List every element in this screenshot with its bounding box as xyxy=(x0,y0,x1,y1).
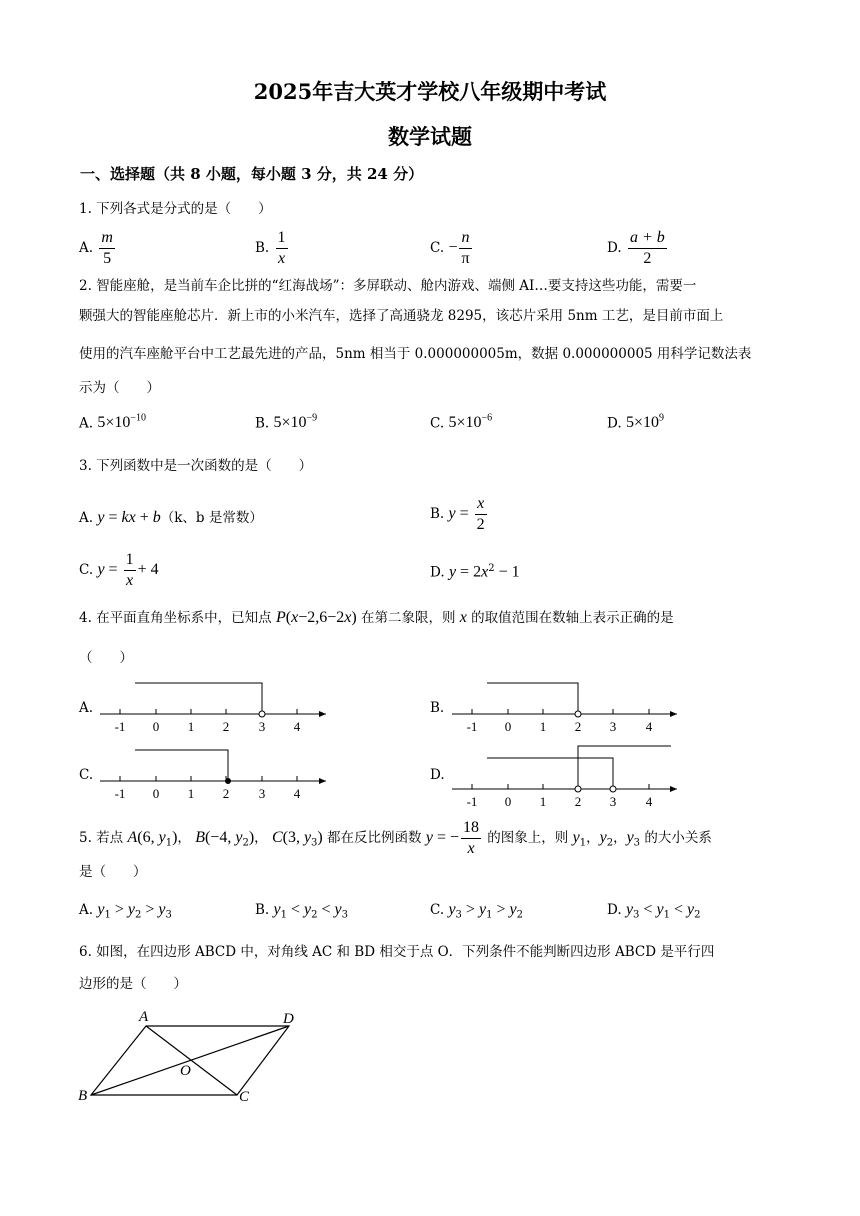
exam-title: 2025年吉大英才学校八年级期中考试 xyxy=(253,79,607,104)
exam-subtitle: 数学试题 xyxy=(388,124,472,149)
question-4-stem-2: （ ） xyxy=(79,650,133,666)
tick-label: 1 xyxy=(187,786,195,801)
q3-option-c[interactable]: C. y = $\frac{1}{x}$ + 4 xyxy=(79,551,159,589)
question-4-stem: 4. 在平面直角坐标系中，已知点 P(x−2,6−2x) 在第二象限，则 x 的取值范围在数轴上表示正确的是 xyxy=(79,609,674,626)
tick-label: 2 xyxy=(574,719,582,734)
q2-option-c[interactable]: C. $5\times 10^{-6}$ xyxy=(430,413,493,432)
tick-label: 3 xyxy=(258,786,266,801)
vertex-a-label: A xyxy=(139,1009,149,1025)
q1-option-d[interactable]: D. $\frac{a + b}{2}$ xyxy=(607,229,665,267)
tick-label: 1 xyxy=(539,794,547,809)
q5-option-c[interactable]: C. $y_3 > y_1 > y_2$ xyxy=(430,901,523,921)
question-2-line-1: 2. 智能座舱，是当前车企比拼的“红海战场”：多屏联动、舱内游戏、端侧 AI…要支持这些功能，需要一 xyxy=(79,278,697,294)
q1-option-b[interactable]: B. $\frac{1}{x}$ xyxy=(255,229,286,267)
number-line-c xyxy=(100,750,326,801)
tick-label: 4 xyxy=(293,786,301,801)
tick-label: 3 xyxy=(609,794,617,809)
question-2-line-2: 颗强大的智能座舱芯片．新上市的小米汽车，选择了高通骁龙 8295，该芯片采用 5nm 工艺，是目前市面上 xyxy=(79,308,724,324)
tick-label: 2 xyxy=(222,786,230,801)
question-1-stem: 1. 下列各式是分式的是（ ） xyxy=(79,201,272,217)
tick-label: 4 xyxy=(645,719,653,734)
question-2-line-4: 示为（ ） xyxy=(79,380,160,396)
tick-label: 1 xyxy=(539,719,547,734)
tick-label: 2 xyxy=(574,794,582,809)
vertex-c-label: C xyxy=(239,1089,250,1105)
tick-label: -1 xyxy=(466,719,478,734)
q4-option-c-label[interactable]: C. xyxy=(79,767,94,783)
q5-option-d[interactable]: D. $y_3 < y_1 < y_2$ xyxy=(607,901,701,921)
tick-label: 0 xyxy=(152,719,160,734)
q2-option-b[interactable]: B. $5\times 10^{-9}$ xyxy=(255,413,318,432)
q3-option-a[interactable]: A. y = kx + b（k、b 是常数） xyxy=(79,509,263,526)
q2-option-d[interactable]: D. $5\times 10^9$ xyxy=(607,413,664,432)
tick-label: 2 xyxy=(222,719,230,734)
center-o-label: O xyxy=(180,1063,191,1079)
tick-label: -1 xyxy=(114,719,126,734)
tick-label: 0 xyxy=(504,794,512,809)
question-6-line-1: 6. 如图，在四边形 ABCD 中，对角线 AC 和 BD 相交于点 O．下列条件不能判断四边形 ABCD 是平行四 xyxy=(79,944,715,960)
q3-option-d[interactable]: D. $y = 2x^2 - 1$ xyxy=(430,563,520,581)
q3-option-b[interactable]: B. y = $\frac{x}{2}$ xyxy=(430,495,485,533)
q4-option-b-label[interactable]: B. xyxy=(430,700,445,716)
q1-option-c[interactable]: C. − $\frac{n}{\pi}$ xyxy=(430,229,470,267)
q5-option-a[interactable]: A. $y_1 > y_2 > y_3$ xyxy=(79,901,172,921)
number-line-b xyxy=(452,683,677,734)
tick-label: 3 xyxy=(258,719,266,734)
q4-option-a-label[interactable]: A. xyxy=(79,700,94,716)
section-heading: 一、选择题（共 8 小题，每小题 3 分，共 24 分） xyxy=(80,165,424,183)
vertex-d-label: D xyxy=(283,1011,294,1027)
tick-label: 1 xyxy=(187,719,195,734)
parallelogram-figure xyxy=(91,1026,289,1095)
number-line-a xyxy=(100,683,326,734)
question-3-stem: 3. 下列函数中是一次函数的是（ ） xyxy=(79,458,313,474)
vertex-b-label: B xyxy=(78,1088,88,1104)
tick-label: 4 xyxy=(293,719,301,734)
q5-option-b[interactable]: B. $y_1 < y_2 < y_3$ xyxy=(255,901,349,921)
q2-option-a[interactable]: A. $5\times 10^{-10}$ xyxy=(79,413,147,432)
tick-label: -1 xyxy=(114,786,126,801)
q4-option-d-label[interactable]: D. xyxy=(430,767,445,783)
question-2-line-3: 使用的汽车座舱平台中工艺最先进的产品，5nm 相当于 0.000000005m，数据 0.000000005 用科学记数法表 xyxy=(79,346,752,362)
tick-label: 4 xyxy=(645,794,653,809)
tick-label: -1 xyxy=(466,794,478,809)
tick-label: 0 xyxy=(504,719,512,734)
question-5-stem: 5. 若点 A(6, $y_1$)， B(−4, $y_2$)， C(3, $y_3$) 都在反比例函数 y = − $\frac{18}{x}$ 的图象上，则 $y_1$，$y_2$，$y_3$ 的大小关系 xyxy=(79,819,712,857)
tick-label: 3 xyxy=(609,719,617,734)
question-5-stem-2: 是（ ） xyxy=(79,864,147,880)
question-6-line-2: 边形的是（ ） xyxy=(79,976,187,992)
number-line-d xyxy=(452,746,677,809)
q1-option-a[interactable]: A. $\frac{m}{5}$ xyxy=(79,229,113,267)
tick-label: 0 xyxy=(152,786,160,801)
